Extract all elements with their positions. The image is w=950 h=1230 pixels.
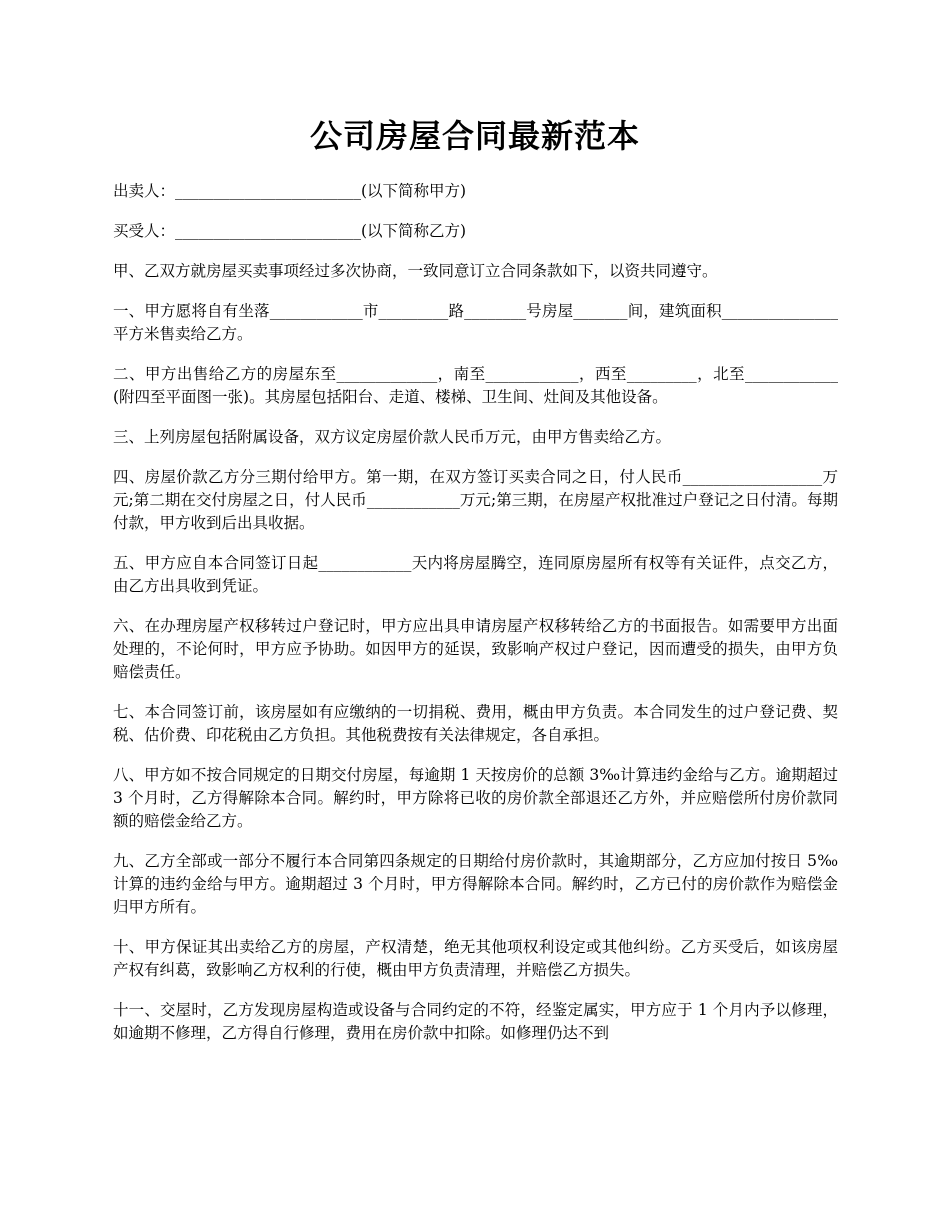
seller-line: 出卖人：________________________(以下简称甲方) <box>113 182 467 200</box>
clause-4: 四、房屋价款乙方分三期付给甲方。第一期，在双方签订买卖合同之日，付人民币__________________万元;第二期在交付房屋之日，付人民币____________万元;第三期，在房屋产权批准过户登记之日付清。每期付款，甲方收到后出具收据。 <box>113 468 838 532</box>
clause-5: 五、甲方应自本合同签订日起____________天内将房屋腾空，连同原房屋所有权等有关证件，点交乙方，由乙方出具收到凭证。 <box>113 554 838 595</box>
clause-10: 十、甲方保证其出卖给乙方的房屋，产权清楚，绝无其他项权利设定或其他纠纷。乙方买受后，如该房屋产权有纠葛，致影响乙方权利的行使，概由甲方负责清理，并赔偿乙方损失。 <box>113 938 838 979</box>
document-title: 公司房屋合同最新范本 <box>309 117 640 155</box>
clause-1: 一、甲方愿将自有坐落____________市_________路________号房屋_______间，建筑面积_______________平方米售卖给乙方。 <box>113 302 838 343</box>
preamble-paragraph: 甲、乙双方就房屋买卖事项经过多次协商，一致同意订立合同条款如下，以资共同遵守。 <box>113 262 718 280</box>
clause-6: 六、在办理房屋产权移转过户登记时，甲方应出具申请房屋产权移转给乙方的书面报告。如需要甲方出面处理的，不论何时，甲方应予协助。如因甲方的延误，致影响产权过户登记，因而遭受的损失，由甲方负赔偿责任。 <box>113 617 838 681</box>
clause-7: 七、本合同签订前，该房屋如有应缴纳的一切捐税、费用，概由甲方负责。本合同发生的过户登记费、契税、估价费、印花税由乙方负担。其他税费按有关法律规定，各自承担。 <box>113 703 838 744</box>
clause-8: 八、甲方如不按合同规定的日期交付房屋，每逾期 1 天按房价的总额 3‰计算违约金给与乙方。逾期超过 3 个月时，乙方得解除本合同。解约时，甲方除将已收的房价款全部退还乙方外，并应赔偿所付房价款同额的赔偿金给乙方。 <box>113 766 838 830</box>
clause-9: 九、乙方全部或一部分不履行本合同第四条规定的日期给付房价款时，其逾期部分，乙方应加付按日 5‰计算的违约金给与甲方。逾期超过 3 个月时，甲方得解除本合同。解约时，乙方已付的房价款作为赔偿金归甲方所有。 <box>113 852 838 916</box>
buyer-line: 买受人：________________________(以下简称乙方) <box>113 222 467 240</box>
clause-2: 二、甲方出售给乙方的房屋东至_____________，南至____________，西至_________，北至____________(附四至平面图一张)。其房屋包括阳台、走道、楼梯、卫生间、灶间及其他设备。 <box>113 365 838 406</box>
contract-body <box>113 180 838 1062</box>
clause-11: 十一、交屋时，乙方发现房屋构造或设备与合同约定的不符，经鉴定属实，甲方应于 1 个月内予以修理，如逾期不修理，乙方得自行修理，费用在房价款中扣除。如修理仍达不到 <box>113 1001 838 1042</box>
clause-3: 三、上列房屋包括附属设备，双方议定房屋价款人民币万元，由甲方售卖给乙方。 <box>113 428 672 446</box>
